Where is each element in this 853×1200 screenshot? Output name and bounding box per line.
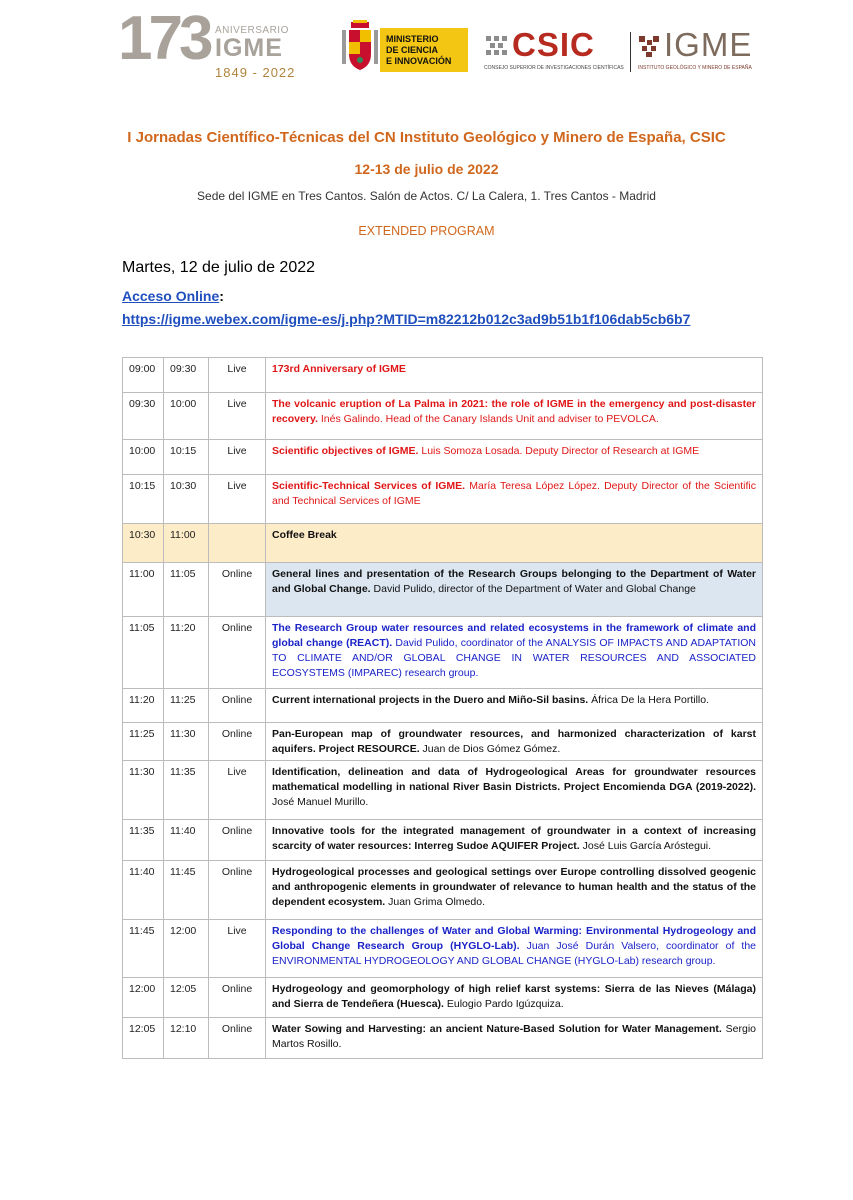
header-logos [118,4,758,84]
igme-subtitle: INSTITUTO GEOLÓGICO Y MINERO DE ESPAÑA [638,65,752,71]
start-time-cell: 11:25 [123,723,164,761]
end-time-cell: 12:00 [164,920,209,978]
end-time-cell: 10:00 [164,393,209,440]
mode-cell: Online [209,1018,266,1059]
session-cell [266,524,763,563]
mode-cell: Live [209,761,266,820]
session-title: Pan-European map of groundwater resources, and harmonized characterization of karst aquifers. Project RESOURCE. [272,728,756,755]
session-speaker: Luis Somoza Losada. Deputy Director of Research at IGME [421,445,700,457]
session-speaker: José Manuel Murillo. [272,796,369,808]
schedule-row [123,761,763,820]
session-cell [266,978,763,1018]
event-venue: Sede del IGME en Tres Cantos. Salón de Actos. C/ La Calera, 1. Tres Cantos - Madrid [197,189,656,203]
mode-cell: Live [209,475,266,524]
day-heading: Martes, 12 de julio de 2022 [122,259,316,276]
session-cell [266,761,763,820]
session-cell [266,393,763,440]
access-online-link[interactable]: Acceso Online [122,288,220,304]
schedule-row [123,689,763,723]
schedule-row [123,475,763,524]
end-time-cell: 12:05 [164,978,209,1018]
start-time-cell: 11:35 [123,820,164,861]
mode-cell: Online [209,978,266,1018]
start-time-cell: 11:05 [123,617,164,689]
mode-cell: Online [209,723,266,761]
end-time-cell: 11:00 [164,524,209,563]
anniversary-word: ANIVERSARIO [215,25,289,36]
ministry-line-3: E INNOVACIÓN [386,56,452,66]
csic-subtitle: CONSEJO SUPERIOR DE INVESTIGACIONES CIENTÍFICAS [484,65,624,71]
anniversary-number: 173 [118,4,210,73]
session-cell [266,440,763,475]
ministry-line-2: DE CIENCIA [386,45,439,55]
end-time-cell: 10:30 [164,475,209,524]
session-speaker: Juan de Dios Gómez Gómez. [422,743,561,755]
csic-wordmark: CSIC [512,26,595,63]
access-colon: : [219,288,224,304]
schedule-row [123,1018,763,1059]
end-time-cell: 09:30 [164,358,209,393]
schedule-row [123,920,763,978]
session-speaker: David Pulido, director of the Department of Water and Global Change [373,583,696,595]
logo-divider [630,32,631,72]
session-title: Water Sowing and Harvesting: an ancient Nature-Based Solution for Water Management. [272,1023,722,1035]
session-cell [266,563,763,617]
mode-cell: Online [209,689,266,723]
start-time-cell: 11:20 [123,689,164,723]
session-title: General lines and presentation of the Research Groups belonging to the Department of Water and Global Change. [272,568,756,595]
session-cell [266,689,763,723]
end-time-cell: 11:35 [164,761,209,820]
schedule-row [123,358,763,393]
ministry-line-1: MINISTERIO [386,34,439,44]
session-speaker: Juan Grima Olmedo. [388,896,485,908]
csic-logo [484,26,624,78]
mode-cell: Live [209,440,266,475]
start-time-cell: 10:00 [123,440,164,475]
session-cell [266,920,763,978]
session-title: Identification, delineation and data of Hydrogeological Areas for groundwater resources mathematical modelling in national River Basin Districts. Project Encomienda DGA (2019-2022). [272,766,756,793]
schedule-row [123,524,763,563]
schedule-table [122,357,763,1059]
mode-cell: Live [209,393,266,440]
end-time-cell: 11:45 [164,861,209,920]
session-speaker: África De la Hera Portillo. [591,694,709,706]
schedule-row [123,617,763,689]
start-time-cell: 11:00 [123,563,164,617]
spain-coat-of-arms-icon [340,20,380,76]
anniversary-logo [118,4,298,84]
start-time-cell: 11:40 [123,861,164,920]
session-title: Hydrogeology and geomorphology of high relief karst systems: Sierra de las Nieves (Málaga) and Sierra de Tendeñera (Huesca). [272,983,756,1010]
schedule-row [123,723,763,761]
schedule-row [123,563,763,617]
start-time-cell: 11:45 [123,920,164,978]
start-time-cell: 09:00 [123,358,164,393]
end-time-cell: 12:10 [164,1018,209,1059]
igme-logo [638,26,798,78]
session-title: Responding to the challenges of Water and Global Warming: Environmental Hydrogeology and Global Change Research Group (HYGLO-Lab). [272,925,756,952]
session-title: The Research Group water resources and related ecosystems in the framework of climate and global change (REACT). [272,622,756,649]
mode-cell: Live [209,358,266,393]
schedule-row [123,820,763,861]
mode-cell: Online [209,617,266,689]
schedule-row [123,978,763,1018]
end-time-cell: 11:05 [164,563,209,617]
start-time-cell: 09:30 [123,393,164,440]
session-cell [266,820,763,861]
end-time-cell: 11:40 [164,820,209,861]
session-title: 173rd Anniversary of IGME [272,363,406,375]
program-label: EXTENDED PROGRAM [358,224,495,238]
session-speaker: David Pulido, coordinator of the ANALYSIS OF IMPACTS AND ADAPTATION TO CLIMATE AND/OR GLOBAL CHANGE IN WATER RESOURCES AND ASSOCIATED ECOSYSTEMS (IMPAREC) research group. [272,637,756,679]
session-title: Scientific objectives of IGME. [272,445,419,457]
session-cell [266,475,763,524]
session-cell [266,358,763,393]
session-cell [266,723,763,761]
start-time-cell: 11:30 [123,761,164,820]
session-speaker: Eulogio Pardo Igúzquiza. [446,998,564,1010]
start-time-cell: 12:00 [123,978,164,1018]
mode-cell: Online [209,861,266,920]
mode-cell: Live [209,920,266,978]
session-title: Hydrogeological processes and geological settings over Europe controlling dissolved geogenic and anthropogenic elements in groundwater of relevance to human health and the status of the dependent ecosystem. [272,866,756,908]
end-time-cell: 10:15 [164,440,209,475]
session-speaker: Juan José Durán Valsero, coordinator of the ENVIRONMENTAL HYDROGEOLOGY AND GLOBAL CHANGE (HYGLO-Lab) research group. [272,940,756,967]
ministry-label-box [380,28,468,72]
igme-symbol-icon [638,34,660,58]
session-speaker: José Luis García Aróstegui. [582,840,712,852]
start-time-cell: 10:15 [123,475,164,524]
end-time-cell: 11:25 [164,689,209,723]
session-cell [266,861,763,920]
mode-cell: Online [209,563,266,617]
end-time-cell: 11:20 [164,617,209,689]
access-online [122,288,224,304]
ministry-logo [332,20,467,82]
session-speaker: María Teresa López López. Deputy Director of the Scientific and Technical Services of IGME [272,480,757,507]
igme-wordmark: IGME [664,26,753,63]
anniversary-igme: IGME [215,34,283,62]
session-title: Innovative tools for the integrated management of groundwater in a context of increasing scarcity of water resources: Interreg Sudoe AQUIFER Project. [272,825,756,852]
session-cell [266,1018,763,1059]
start-time-cell: 10:30 [123,524,164,563]
session-speaker: Sergio Martos Rosillo. [272,1023,756,1050]
anniversary-years: 1849 - 2022 [215,65,296,80]
end-time-cell: 11:30 [164,723,209,761]
schedule-row [123,393,763,440]
schedule-row [123,861,763,920]
mode-cell [209,524,266,563]
event-title: I Jornadas Científico-Técnicas del CN Instituto Geológico y Minero de España, CSIC [127,129,726,146]
session-speaker: Inés Galindo. Head of the Canary Islands Unit and adviser to PEVOLCA. [320,413,659,425]
webex-url-link[interactable]: https://igme.webex.com/igme-es/j.php?MTID=m82212b012c3ad9b51b1f106dab5cb6b7 [122,311,691,327]
session-title: Current international projects in the Duero and Miño-Sil basins. [272,694,589,706]
schedule-row [123,440,763,475]
session-title: Coffee Break [272,529,337,541]
session-title: Scientific-Technical Services of IGME. [272,480,466,492]
mode-cell: Online [209,820,266,861]
session-cell [266,617,763,689]
event-date: 12-13 de julio de 2022 [354,161,499,177]
start-time-cell: 12:05 [123,1018,164,1059]
csic-symbol-icon [484,34,508,58]
session-title: The volcanic eruption of La Palma in 2021: the role of IGME in the emergency and post-disaster recovery. [272,398,756,425]
